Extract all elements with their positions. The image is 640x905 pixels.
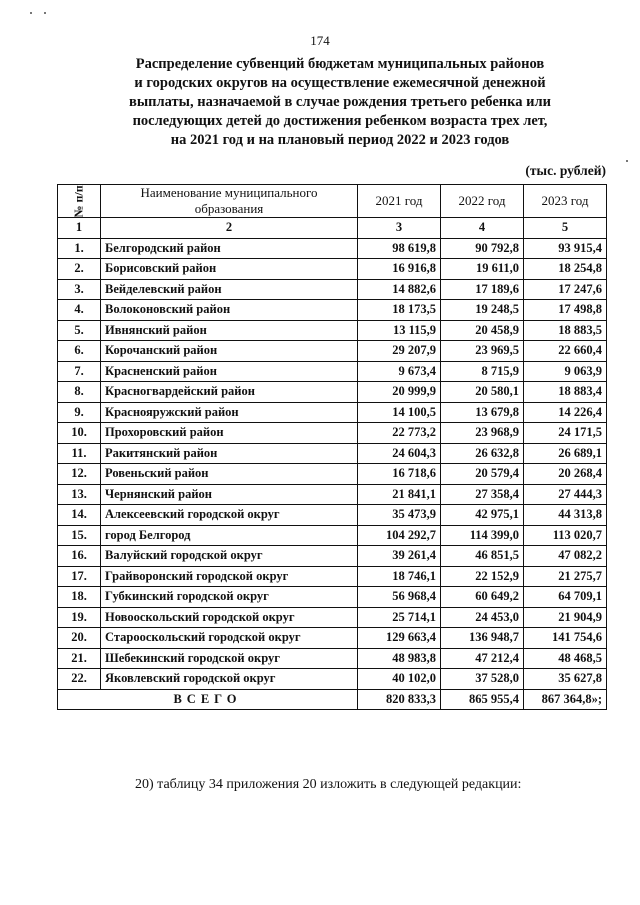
table-row (58, 423, 607, 444)
row-2021: 29 207,9 (358, 341, 441, 362)
row-name: Волоконовский район (101, 300, 358, 321)
row-number: 21. (58, 648, 101, 669)
scan-speck (30, 12, 32, 14)
row-2021: 16 916,8 (358, 259, 441, 280)
subvention-table (57, 184, 607, 710)
row-2022: 23 968,9 (441, 423, 524, 444)
row-name: Ровеньский район (101, 464, 358, 485)
scan-speck (44, 12, 46, 14)
row-2022: 27 358,4 (441, 484, 524, 505)
row-number: 7. (58, 361, 101, 382)
table-row (58, 238, 607, 259)
column-number: 4 (441, 218, 524, 239)
document-title (80, 55, 600, 150)
column-number: 5 (524, 218, 607, 239)
row-2021: 13 115,9 (358, 320, 441, 341)
row-number: 17. (58, 566, 101, 587)
row-2021: 104 292,7 (358, 525, 441, 546)
row-2022: 19 248,5 (441, 300, 524, 321)
row-2021: 24 604,3 (358, 443, 441, 464)
row-2023: 44 313,8 (524, 505, 607, 526)
row-2023: 24 171,5 (524, 423, 607, 444)
row-name: Вейделевский район (101, 279, 358, 300)
page-number: 174 (310, 33, 330, 48)
row-name: Ивнянский район (101, 320, 358, 341)
row-name: город Белгород (101, 525, 358, 546)
row-number: 18. (58, 587, 101, 608)
row-2022: 22 152,9 (441, 566, 524, 587)
header-name: Наименование муниципального образования (101, 185, 358, 218)
row-2022: 17 189,6 (441, 279, 524, 300)
row-2021: 22 773,2 (358, 423, 441, 444)
row-2023: 18 254,8 (524, 259, 607, 280)
row-2023: 48 468,5 (524, 648, 607, 669)
table-row (58, 382, 607, 403)
row-2021: 14 100,5 (358, 402, 441, 423)
table-row (58, 464, 607, 485)
row-2022: 13 679,8 (441, 402, 524, 423)
row-2021: 40 102,0 (358, 669, 441, 690)
row-name: Новооскольский городской округ (101, 607, 358, 628)
row-2021: 35 473,9 (358, 505, 441, 526)
title-line: последующих детей до достижения ребенком возраста трех лет, (132, 113, 548, 129)
row-2021: 25 714,1 (358, 607, 441, 628)
row-2023: 22 660,4 (524, 341, 607, 362)
row-name: Красногвардейский район (101, 382, 358, 403)
row-2021: 48 983,8 (358, 648, 441, 669)
row-2023: 35 627,8 (524, 669, 607, 690)
units-label: (тыс. рублей) (525, 163, 606, 178)
row-2023: 20 268,4 (524, 464, 607, 485)
row-2022: 24 453,0 (441, 607, 524, 628)
table-row (58, 402, 607, 423)
table-row (58, 443, 607, 464)
column-number: 2 (101, 218, 358, 239)
row-2023: 14 226,4 (524, 402, 607, 423)
row-number: 10. (58, 423, 101, 444)
table-row (58, 484, 607, 505)
row-2023: 26 689,1 (524, 443, 607, 464)
row-2022: 26 632,8 (441, 443, 524, 464)
row-name: Корочанский район (101, 341, 358, 362)
table-row (58, 505, 607, 526)
row-number: 2. (58, 259, 101, 280)
table-row (58, 320, 607, 341)
row-2022: 90 792,8 (441, 238, 524, 259)
row-2022: 23 969,5 (441, 341, 524, 362)
row-2021: 9 673,4 (358, 361, 441, 382)
table-row (58, 587, 607, 608)
row-2022: 47 212,4 (441, 648, 524, 669)
row-number: 3. (58, 279, 101, 300)
row-2021: 21 841,1 (358, 484, 441, 505)
row-2022: 20 580,1 (441, 382, 524, 403)
table-row (58, 259, 607, 280)
row-name: Валуйский городской округ (101, 546, 358, 567)
table-row (58, 648, 607, 669)
row-number: 6. (58, 341, 101, 362)
row-number: 1. (58, 238, 101, 259)
row-2022: 136 948,7 (441, 628, 524, 649)
row-number: 14. (58, 505, 101, 526)
table-row (58, 341, 607, 362)
table-row (58, 361, 607, 382)
row-2023: 141 754,6 (524, 628, 607, 649)
row-2021: 16 718,6 (358, 464, 441, 485)
header-2022: 2022 год (441, 185, 524, 218)
row-2021: 98 619,8 (358, 238, 441, 259)
row-2023: 18 883,5 (524, 320, 607, 341)
title-line: и городских округов на осуществление ежемесячной денежной (134, 75, 546, 91)
row-2021: 20 999,9 (358, 382, 441, 403)
total-row (58, 689, 607, 710)
row-number: 12. (58, 464, 101, 485)
column-number: 1 (58, 218, 101, 239)
row-number: 11. (58, 443, 101, 464)
row-2023: 17 247,6 (524, 279, 607, 300)
title-line: выплаты, назначаемой в случае рождения третьего ребенка или (129, 94, 551, 110)
row-name: Яковлевский городской округ (101, 669, 358, 690)
title-line: Распределение субвенций бюджетам муниципальных районов (135, 56, 545, 72)
scan-speck (626, 160, 628, 162)
row-name: Краснояружский район (101, 402, 358, 423)
row-2021: 56 968,4 (358, 587, 441, 608)
row-2022: 46 851,5 (441, 546, 524, 567)
row-number: 8. (58, 382, 101, 403)
row-2023: 21 904,9 (524, 607, 607, 628)
row-name: Губкинский городской округ (101, 587, 358, 608)
total-label: ВСЕГО (58, 689, 358, 710)
row-name: Белгородский район (101, 238, 358, 259)
row-2023: 9 063,9 (524, 361, 607, 382)
table-header-row (58, 185, 607, 218)
row-2022: 114 399,0 (441, 525, 524, 546)
row-number: 19. (58, 607, 101, 628)
table-body (58, 238, 607, 689)
row-2022: 8 715,9 (441, 361, 524, 382)
row-2021: 18 746,1 (358, 566, 441, 587)
table-row (58, 546, 607, 567)
title-line: на 2021 год и на плановый период 2022 и 2023 годов (170, 132, 510, 148)
row-2023: 64 709,1 (524, 587, 607, 608)
row-name: Шебекинский городской округ (101, 648, 358, 669)
total-2021: 820 833,3 (358, 689, 441, 710)
row-2023: 21 275,7 (524, 566, 607, 587)
header-2023: 2023 год (524, 185, 607, 218)
row-2022: 20 458,9 (441, 320, 524, 341)
row-2022: 20 579,4 (441, 464, 524, 485)
column-number: 3 (358, 218, 441, 239)
row-name: Ракитянский район (101, 443, 358, 464)
row-number: 22. (58, 669, 101, 690)
row-2023: 27 444,3 (524, 484, 607, 505)
table-row (58, 628, 607, 649)
row-name: Алексеевский городской округ (101, 505, 358, 526)
table-row (58, 566, 607, 587)
amendment-text: 20) таблицу 34 приложения 20 изложить в следующей редакции: (135, 777, 522, 792)
total-2023: 867 364,8»; (524, 689, 607, 710)
row-name: Красненский район (101, 361, 358, 382)
row-name: Прохоровский район (101, 423, 358, 444)
row-2022: 37 528,0 (441, 669, 524, 690)
row-2023: 47 082,2 (524, 546, 607, 567)
table-row (58, 300, 607, 321)
row-number: 13. (58, 484, 101, 505)
row-name: Борисовский район (101, 259, 358, 280)
row-2023: 113 020,7 (524, 525, 607, 546)
row-2022: 19 611,0 (441, 259, 524, 280)
row-2022: 42 975,1 (441, 505, 524, 526)
row-number: 5. (58, 320, 101, 341)
row-2021: 18 173,5 (358, 300, 441, 321)
row-number: 16. (58, 546, 101, 567)
row-number: 9. (58, 402, 101, 423)
row-2022: 60 649,2 (441, 587, 524, 608)
header-num: № п/п (58, 185, 101, 218)
row-2021: 39 261,4 (358, 546, 441, 567)
table-row (58, 607, 607, 628)
total-2022: 865 955,4 (441, 689, 524, 710)
header-2021: 2021 год (358, 185, 441, 218)
row-2021: 14 882,6 (358, 279, 441, 300)
row-number: 4. (58, 300, 101, 321)
table-row (58, 279, 607, 300)
row-2021: 129 663,4 (358, 628, 441, 649)
row-2023: 18 883,4 (524, 382, 607, 403)
row-2023: 17 498,8 (524, 300, 607, 321)
row-name: Грайворонский городской округ (101, 566, 358, 587)
row-name: Чернянский район (101, 484, 358, 505)
row-number: 20. (58, 628, 101, 649)
row-number: 15. (58, 525, 101, 546)
row-2023: 93 915,4 (524, 238, 607, 259)
row-name: Старооскольский городской округ (101, 628, 358, 649)
table-row (58, 525, 607, 546)
column-number-row (58, 218, 607, 239)
table-row (58, 669, 607, 690)
